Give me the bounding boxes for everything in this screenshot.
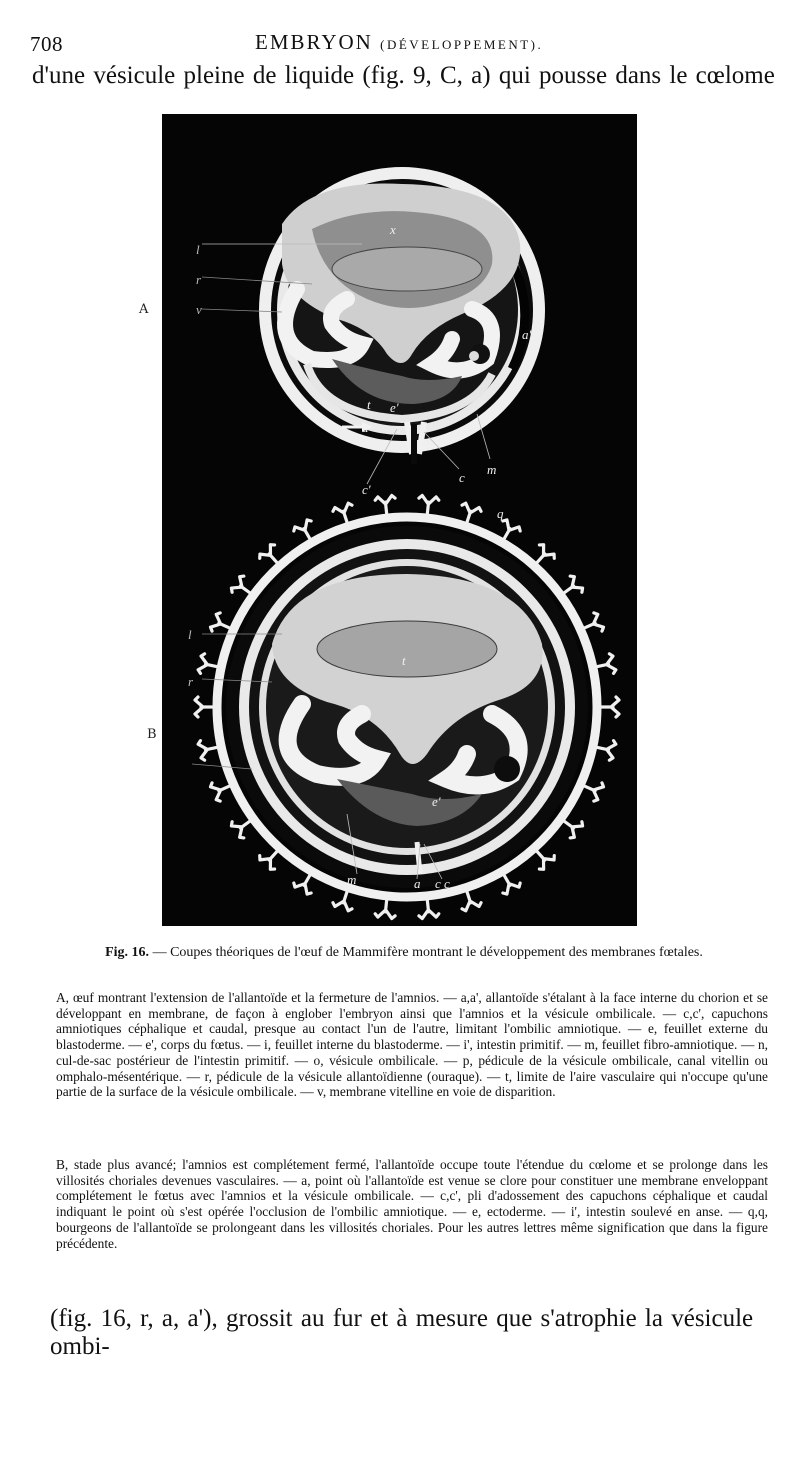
figure-svg [162, 114, 637, 926]
letter-b-e-prime: e' [432, 794, 441, 809]
running-head [255, 30, 543, 55]
letter-a-v: v [196, 302, 202, 317]
figure-caption-text: — Coupes théoriques de l'œuf de Mammifère montrant le développement des membranes fœtales. [152, 945, 703, 960]
panel-b-label: B [147, 727, 157, 742]
letter-a-t: t [367, 397, 371, 412]
letter-a-c: c [459, 470, 465, 485]
letter-b-l: l [188, 627, 192, 642]
letter-a-m: m [487, 462, 497, 477]
body-text-top: d'une vésicule pleine de liquide (fig. 9, C, a) qui pousse dans le cœlome [32, 62, 775, 89]
caption-paragraph-a: A, œuf montrant l'extension de l'allantoïde et la fermeture de l'amnios. — a,a', allantoïde s'étalant à la face interne du chorion et se développant en membrane, de façon à englober l'embryon ainsi que l'amnios et la vésicule ombilicale. — c,c', capuchons amniotiques céphalique et caudal, presque au contact l'un de l'autre, limitant l'ombilic amniotique. — e, feuillet externe du blastoderme. — e', corps du fœtus. — i, feuillet interne du blastoderme. — i', intestin primitif. — m, feuillet fibro-amniotique. — n, cul-de-sac postérieur de l'intestin primitif. — o, vésicule ombilicale. — p, pédicule de la vésicule ombilicale, canal vitellin ou omphalo-mésentérique. — r, pédicule de la vésicule allantoïdienne (ouraque). — t, limite de l'aire vasculaire qui n'occupe qu'une partie de la surface de la vésicule ombilicale. — v, membrane vitelline en voie de disparition. [56, 990, 768, 1100]
figure-16-illustration [162, 114, 637, 926]
letter-a-a-prime: a' [522, 327, 532, 342]
figure-caption-title [48, 945, 760, 961]
letter-a-l: l [196, 242, 200, 257]
letter-b-r: r [188, 674, 194, 689]
figure-number: Fig. 16. [105, 945, 150, 960]
letter-a-e-prime: e' [390, 400, 399, 415]
running-head-title: EMBRYON [255, 30, 373, 54]
running-head-subtitle: (DÉVELOPPEMENT). [380, 37, 544, 52]
letter-b-t: t [402, 653, 406, 668]
letter-a-x: x [390, 222, 396, 237]
letter-b-cc: c c [435, 876, 450, 891]
panel-a-label: A [139, 302, 149, 317]
page-number: 708 [30, 32, 63, 56]
letter-a-c-prime: c' [362, 482, 371, 497]
letter-a-a: a [362, 420, 369, 435]
letter-b-a: a [414, 876, 421, 891]
body-text-bottom: (fig. 16, r, a, a'), grossit au fur et à mesure que s'atrophie la vésicule ombi- [50, 1305, 754, 1360]
letter-b-q: q [497, 506, 504, 521]
letter-b-m: m [347, 872, 357, 887]
caption-paragraph-b: B, stade plus avancé; l'amnios est complétement fermé, l'allantoïde occupe toute l'étendue du cœlome et se prolonge dans les villosités choriales devenues vasculaires. — a, point où l'allantoïde est venue se clore pour constituer une membrane enveloppant complétement le fœtus avec l'amnios et la vésicule ombilicale. — c,c', pli d'adossement des capuchons céphalique et caudal indiquant le point où s'est opérée l'occlusion de l'ombilic amniotique. — e, ectoderme. — i', intestin soulevé en anse. — q,q, bourgeons de l'allantoïde se prolongeant dans les villosités choriales. Pour les autres lettres même signification que dans la figure précédente. [56, 1157, 768, 1251]
letter-a-r: r [196, 272, 202, 287]
